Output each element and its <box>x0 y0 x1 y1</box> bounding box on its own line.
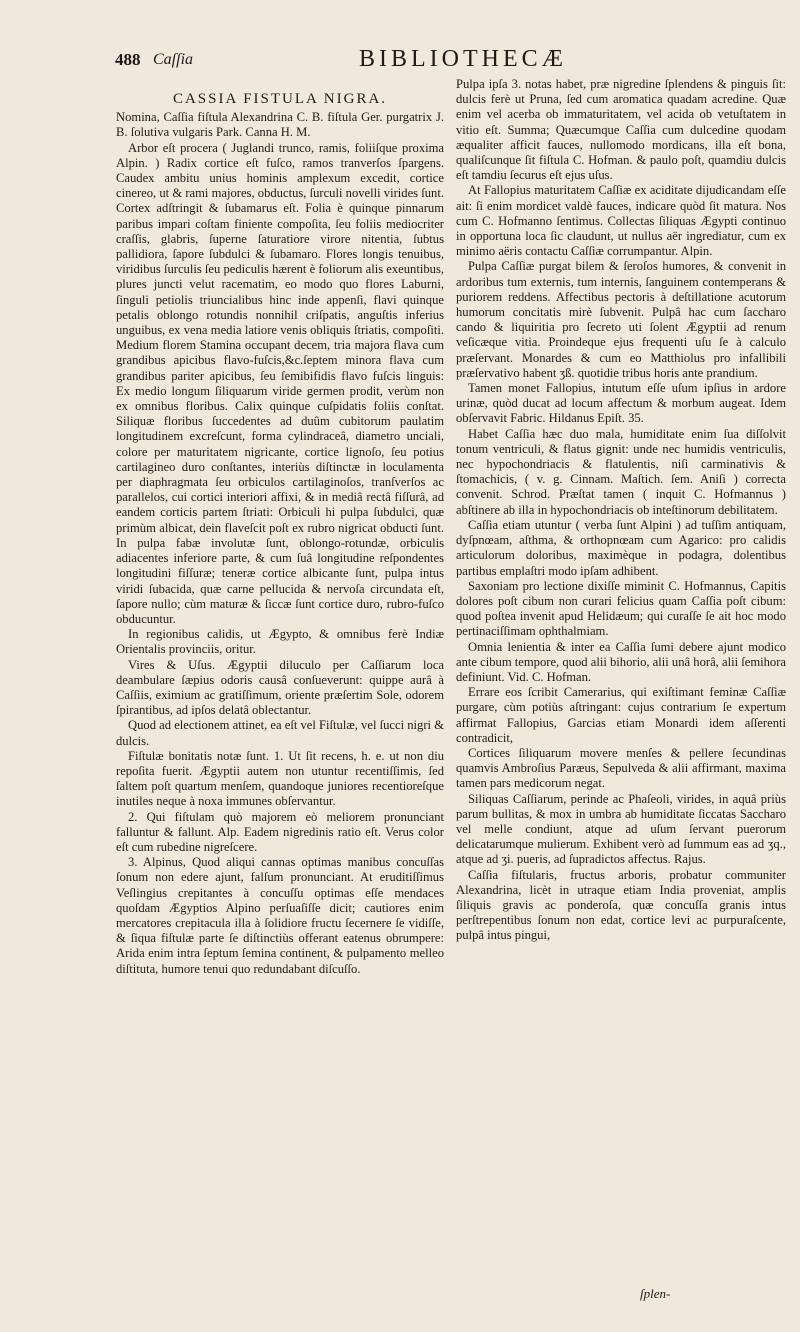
paragraph: At Fallopius maturitatem Caſſiæ ex aciditate dijudicandam eſſe ait: ſi enim mordicet valdè fauces, indicare quòd ſit matura. Nos cum C. Hofmanno ſentimus. Collectas ſiliquas Ægypti continuo in opportuna loca ſic claudunt, ut nullus aër ingrediatur, cum ex minimo aëris contactu Caſſiæ corrumpantur. Alpin. <box>456 183 786 259</box>
paragraph: Caſſia fiſtularis, fructus arboris, probatur communiter Alexandrina, licèt in utraque etiam India proveniat, amplis ſiliquis gravis ac ponderoſa, quæ concuſſa granis intus perſtrepentibus ſonum non edat, cortice levi ac purpuraſcente, pulpâ intus pingui, <box>456 867 786 943</box>
paragraph: 3. Alpinus, Quod aliqui cannas optimas manibus concuſſas ſonum non edere ajunt, falſum pronunciant. At eruditiſſimus Veſlingius crepitantes à concuſſu optimas eſſe mendaces quoſdam Ægyptios Alpino perſuaſiſſe dicit; cautiores enim mercatores crepitacula illa à ſolidiore fructu ſecernere ſe vidiſſe, & ſiqua fiſtulæ parte ſe diſtinctiùs offerant eatenus obrumpere: Arida enim intra ſeptum ſemina continent, & pulpamento melleo diſtituta, humore tenui quo redundabant diſcuſſo. <box>116 855 444 976</box>
paragraph: 2. Qui fiſtulam quò majorem eò meliorem pronunciant falluntur & fallunt. Alp. Eadem nigredinis ratio eſt. Verus color eſt cum rubedine nigreſcere. <box>116 809 444 854</box>
paragraph: Siliquas Caſſiarum, perinde ac Phaſeoli, virides, in aquâ priùs parum bullitas, & mox in umbra ab humiditate ſiccatas Saccharo vel melle condiunt, atque ad uſum ſervant puerorum delicatarumque mulierum. Exhibent verò ad ſummum eas ad ʒq., atque ad ʒi. pueris, ad ſupradictos affectus. Rajus. <box>456 791 786 867</box>
paragraph: Pulpa ipſa 3. notas habet, præ nigredine ſplendens & pinguis ſit: dulcis ferè ut Pruna, ſed cum aromatica quadam acredine. Quæ enim vel acerba ob immaturitatem, vel acida ob vetuſtatem in vitio eſt. Summa; Quæcumque Caſſia cum dulcedine quodam æqualiter afficit fauces, nullomodo mordicans, illa eſt bona, qualiſcunque ſit fiſtula C. Hofman. & paulo poſt, quamdiu dulcis eſt tamdiu ſecurus eſt ejus uſus. <box>456 77 786 183</box>
page-header <box>115 44 780 80</box>
paragraph: Nomina, Caſſia fiſtula Alexandrina C. B. fiſtula Ger. purgatrix J. B. ſolutiva vulgaris Park. Canna H. M. <box>116 110 444 140</box>
catchword: ſplen- <box>640 1286 671 1301</box>
running-head: Caſſia <box>153 51 194 68</box>
paragraph: Omnia lenientia & inter ea Caſſia ſumi debere ajunt modico ante cibum tempore, quod alii bihorio, alii unâ horâ, alii ſemihora definiunt. Vid. C. Hofman. <box>456 639 786 684</box>
section-heading: CASSIA FISTULA NIGRA. <box>172 91 388 107</box>
paragraph: Cortices ſiliquarum movere menſes & pellere ſecundinas quamvis Ambroſius Paræus, Sepulveda & alii affirmant, maxima tamen pars medicorum negat. <box>456 745 786 791</box>
paragraph: Vires & Uſus. Ægyptii diluculo per Caſſiarum loca deambulare ſæpius odoris causâ conſueverunt: quippe aurâ à Caſſiis, eximium ac gratiſſimum, oriente præſertim Sole, odorem ſpirantibus, ad ipſos delatâ oblectantur. <box>116 657 444 718</box>
paragraph: Arbor eſt procera ( Juglandi trunco, ramis, foliiſque proxima Alpin. ) Radix cortice eſt fuſco, ramos tranverſos ſpargens. Caudex ambitu unius hominis amplexum excedit, cortice cinereo, ut & rami majores, obductus, ſurculi novelli virides ſunt. Cortex adſtringit & ſubamarus eſt. Folia è quinque pinnarum paribus impari coſtam finiente compoſita, ſeu foliis mediocriter craſſis, glabris, ſuperne ſaturatiore virore nitentia, ſubtus pallidiora, ſapore ſubdulci & ſubamaro. Flores longis tenuibus, viridibus ſurculis ſeu pediculis hærent è foliorum alis exeuntibus, plures juncti velut racematim, eo modo quo flores Laburni, ſinguli petiolis triuncialibus hinc inde appenſi, flavi quinque petalis oblongo rotundis nonnihil criſpatis, anguſtis inferius unguibus, ex vena media latiore venis obliquis ſtriatis, compoſiti. Medium florem Stamina occupant decem, tria majora flava cum grandibus apicibus flavo-fuſcis,&c.ſeptem minora flava cum grandibus pariter apicibus, ſeu ſemibifidis flavo fuſcis linguis: Ex medio longum ſiliquarum viride germen prodit, verùm non ex omnibus floribus. Calix quinque cuſpidatis foliis conſtat. Siliquæ floribus ſuccedentes ad duûm cubitorum paulatim longitudinem excreſcunt, forma cylindraceâ, diametro unciali, colore per maturitatem nigricante, cortice lignoſo, ſeu potius cartilagineo duro conſtantes, interiùs diſtinctæ in loculamenta per diaphragmata ſeu orbiculos cartilaginoſos, tranſverſos ac parallelos, cui cortici interiori affixi, & in mediâ rectâ fiſſurâ, ad eandem corticis partem ſtriati: Orbiculi hi pulpa ſubdulci, quæ primùm albicat, dein flaveſcit poſt ex rubro nigricat obducti ſunt. In pulpa fabæ involutæ ſunt, oblongo-rotundæ, orbiculis adiacentes inferiore parte, & cum ſuâ longitudine reſpondentes longitudini fiſſuræ; teneræ cortice albicante ſunt, pulpa intus viridi ſubacida, quæ carne pellucida & nervoſa circundata eſt, ſapore nullo; cùm maturæ & ſiccæ ſunt cortice duro, rubro-fuſco obducuntur. <box>116 140 444 626</box>
paragraph: Pulpa Caſſiæ purgat bilem & ſeroſos humores, & convenit in ardoribus tum externis, tum internis, ſanguinem contemperans & puriorem reddens. Affectibus pectoris à deſtillatione acutorum humorum concitatis mirè ſubvenit. Pulpâ hac cum ſaccharo cando & liquiritia pro ſecreto uti ſolent Ægyptii ad renum veſicæque vitia. Proindeque ejus frequenti uſu ſe à calculo præſervant. Monardes & cum eo Matthiolus pro infallibili præſervativo habent ʒß. quotidie tribus horis ante prandium. <box>456 259 786 380</box>
paragraph: Fiſtulæ bonitatis notæ ſunt. 1. Ut ſit recens, h. e. ut non diu repoſita fuerit. Ægyptii autem non utuntur recentiſſimis, ſed ſaltem poſt quartum menſem, quandoque juniores recentioreſque inutiles neque à noxa immunes obſervantur. <box>116 748 444 809</box>
paragraph: Errare eos ſcribit Camerarius, qui exiſtimant feminæ Caſſiæ purgare, cùm potiùs aſtringant: cujus contrarium ſe expertum affirmat Fallopius, Garcias etiam Monardi idem aſſerenti contradicit, <box>456 685 786 745</box>
paragraph: Habet Caſſia hæc duo mala, humiditate enim ſua diſſolvit tonum ventriculi, & flatus gignit: unde nec humidis ventriculis, nec hypochondriacis & flatulentis, niſi carminativis & ſtomachicis, ( v. g. Cinnam. Maſtich. ſem. Aniſi ) correcta convenit. Schrod. Præſtat tamen ( inquit C. Hofmannus ) abſtinere ab illa in hypochondriacis ob inteſtinorum debilitatem. <box>456 426 786 517</box>
paragraph: Caſſia etiam utuntur ( verba ſunt Alpini ) ad tuſſim antiquam, dyſpnœam, aſthma, & orthopnœam cum Agarico: pro calidis articulorum doloribus, maximèque in podagra, dolentibus partibus emplaſtri modo ipſam adhibent. <box>456 517 786 578</box>
page-number: 488 <box>115 50 141 69</box>
left-column <box>116 92 444 977</box>
right-column <box>456 77 786 944</box>
paragraph: Quod ad electionem attinet, ea eſt vel Fiſtulæ, vel ſucci nigri & dulcis. <box>116 718 444 748</box>
paragraph: Saxoniam pro lectione dixiſſe miminit C. Hofmannus, Capitis dolores poſt cibum non curari felicius quam Caſſia poſt cibum: quod poſtea invenit apud Helidæum; qui curaſſe ſe ait hoc modo pertinaciſſimam ophthalmiam. <box>456 578 786 639</box>
paragraph: In regionibus calidis, ut Ægypto, & omnibus ferè Indiæ Orientalis provinciis, oritur. <box>116 627 444 657</box>
book-title: BIBLIOTHECÆ <box>359 46 567 72</box>
paragraph: Tamen monet Fallopius, intutum eſſe uſum ipſius in ardore urinæ, quòd ducat ad locum affectum & morbum augeat. Idem obſervavit Fabric. Hildanus Epiſt. 35. <box>456 381 786 426</box>
